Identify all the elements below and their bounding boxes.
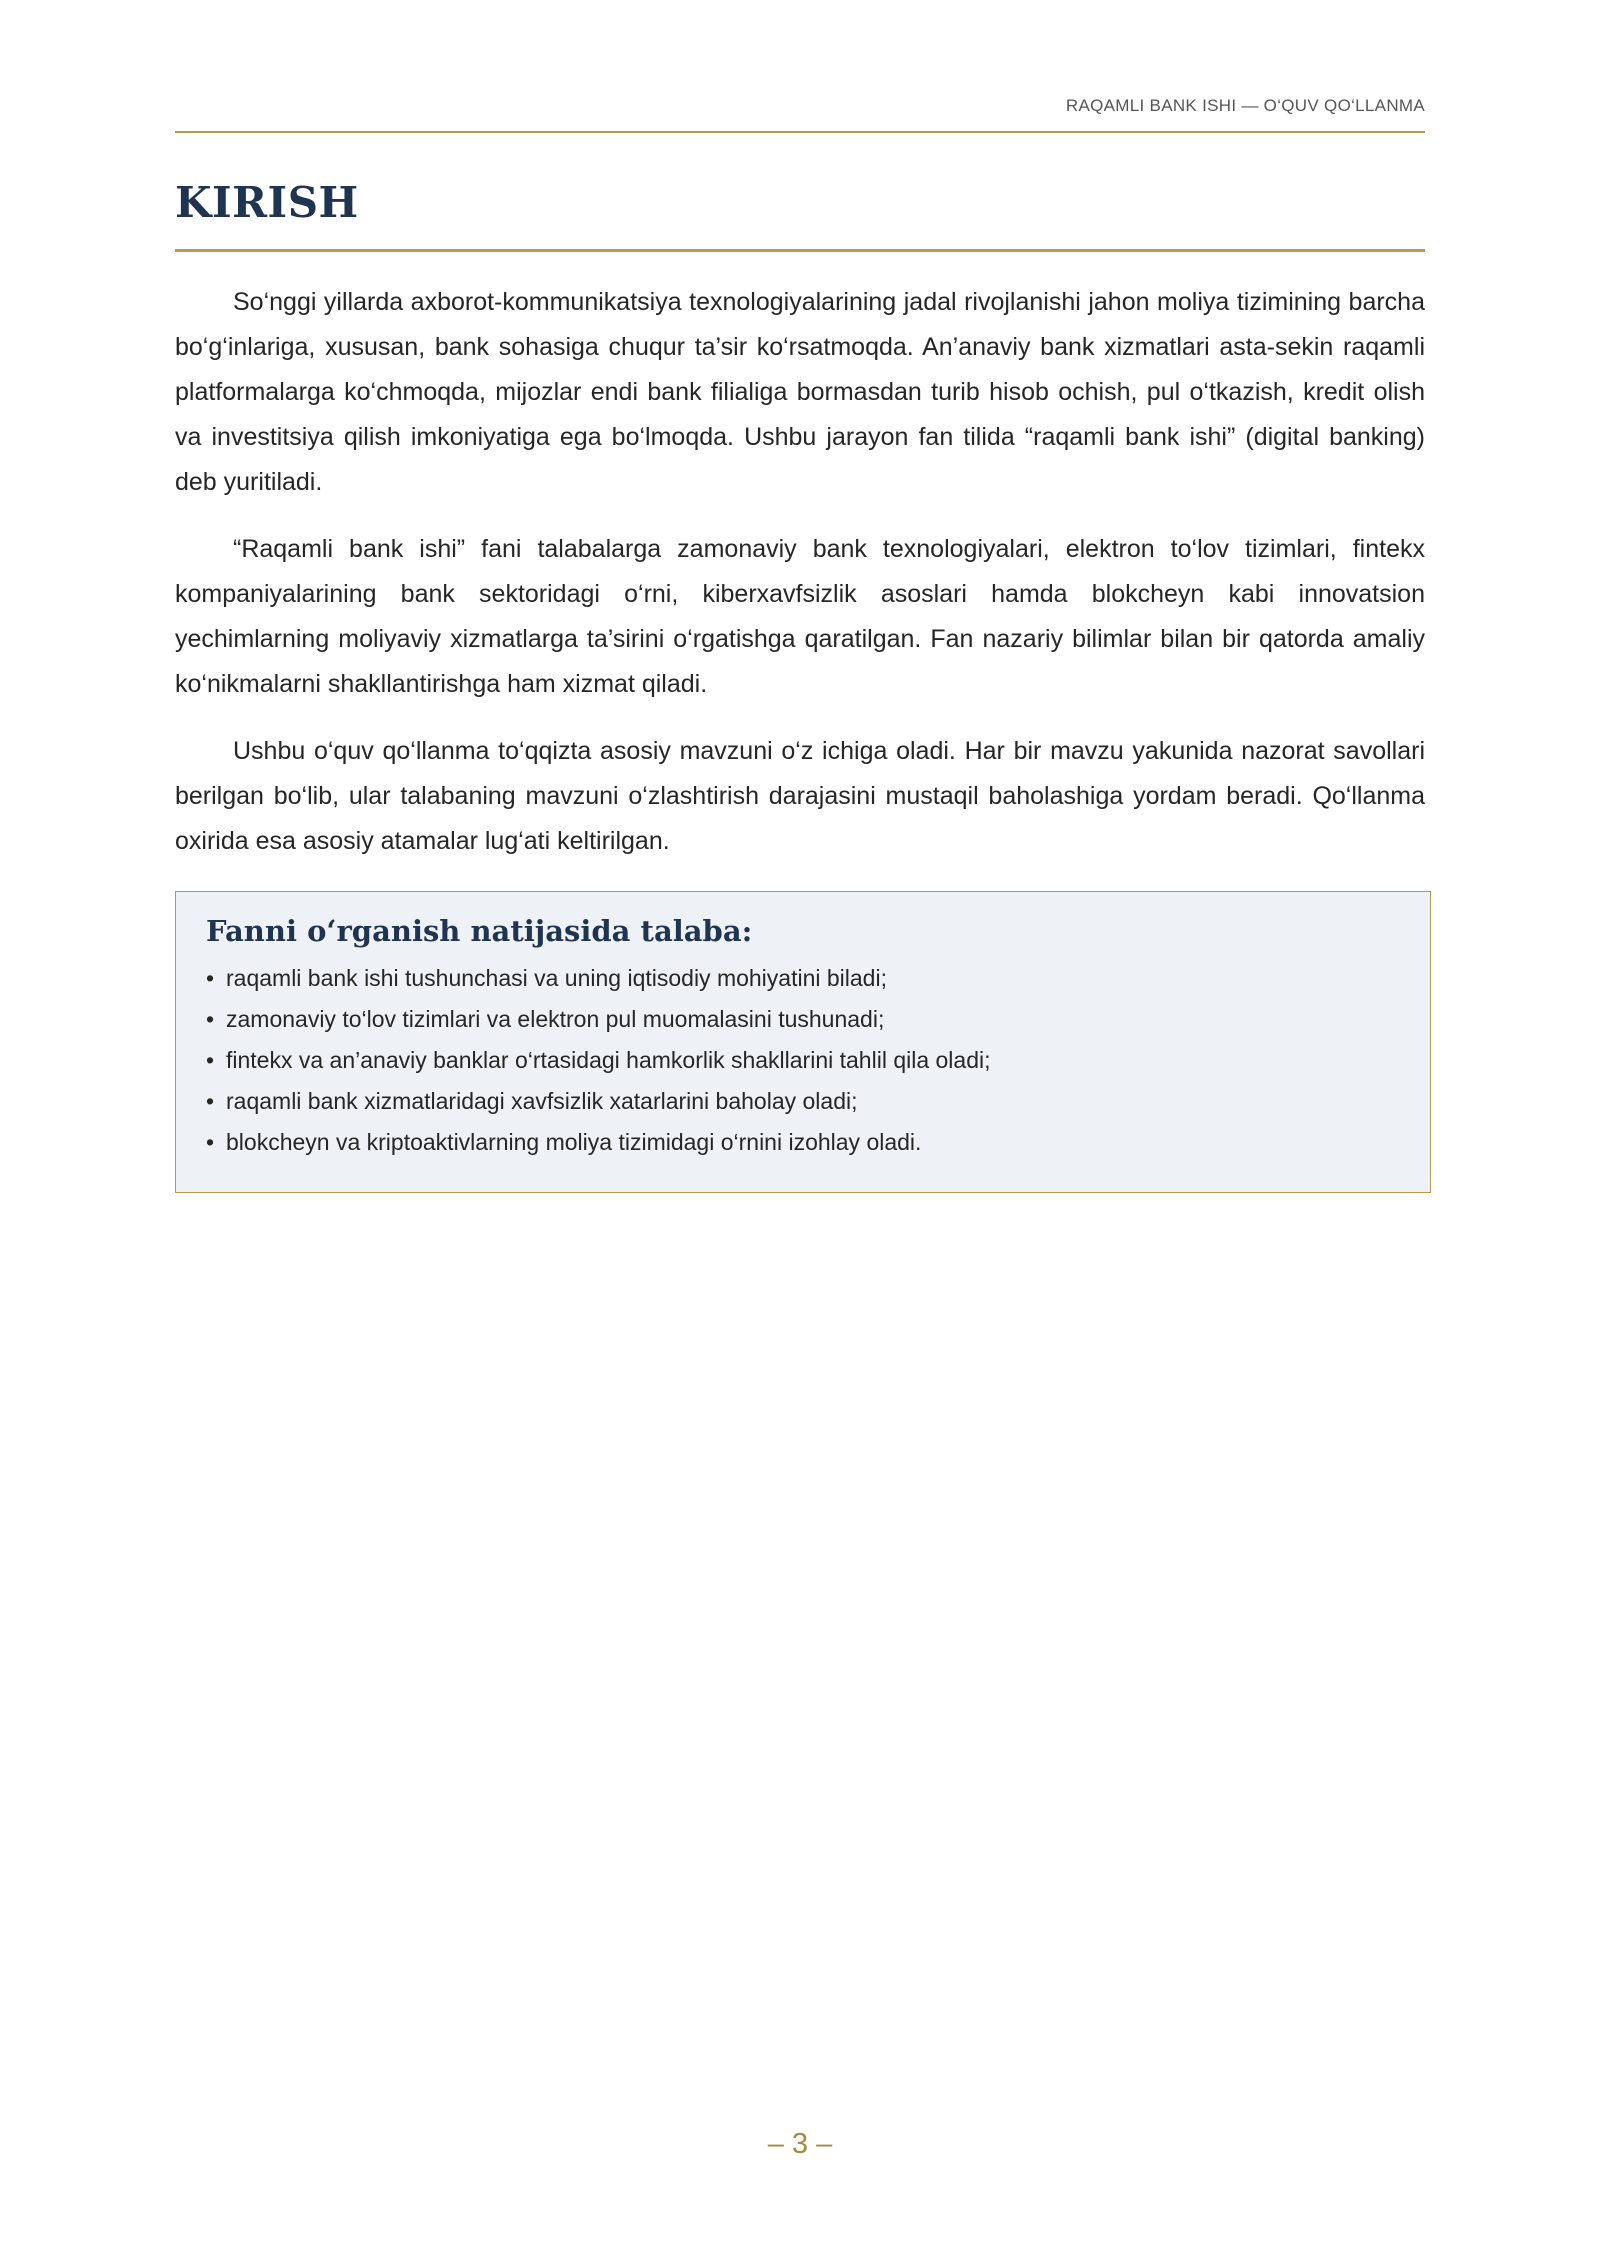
- learning-outcomes-list: [206, 958, 1400, 1163]
- learning-outcomes-box: [175, 891, 1431, 1193]
- header-divider: [175, 131, 1425, 133]
- learning-outcomes-title: Fanni o‘rganish natijasida talaba:: [206, 914, 753, 948]
- paragraph-2: “Raqamli bank ishi” fani talabalarga zamonaviy bank texnologiyalari, elektron to‘lov tizimlari, fintekx kompaniyalarining bank sektoridagi o‘rni, kiberxavfsizlik asoslari hamda blokcheyn kabi innovatsion yechimlarning moliyaviy xizmatlarga ta’sirini o‘rgatishga qaratilgan. Fan nazariy bilimlar bilan bir qatorda amaliy ko‘nikmalarni shakllantirishga ham xizmat qiladi.: [175, 535, 1425, 698]
- body-text: [175, 280, 1425, 886]
- list-item: [206, 958, 1400, 999]
- paragraph-3: Ushbu o‘quv qo‘llanma to‘qqizta asosiy mavzuni o‘z ichiga oladi. Har bir mavzu yakunida nazorat savollari berilgan bo‘lib, ular talabaning mavzuni o‘zlashtirish darajasini mustaqil baholashiga yordam beradi. Qo‘llanma oxirida esa asosiy atamalar lug‘ati keltirilgan.: [175, 737, 1425, 855]
- bullet-icon: •: [206, 1047, 215, 1073]
- list-item-text: fintekx va an’anaviy banklar o‘rtasidagi hamkorlik shakllarini tahlil qila oladi;: [226, 1047, 991, 1073]
- running-header: RAQAMLI BANK ISHI — O‘QUV QO‘LLANMA: [1065, 96, 1425, 115]
- list-item-text: zamonaviy to‘lov tizimlari va elektron pul muomalasini tushunadi;: [226, 1006, 885, 1032]
- list-item-text: raqamli bank xizmatlaridagi xavfsizlik xatarlarini baholay oladi;: [226, 1088, 858, 1114]
- document-page: [175, 0, 1425, 2262]
- list-item: [206, 1122, 1400, 1163]
- list-item: [206, 1081, 1400, 1122]
- list-item: [206, 1040, 1400, 1081]
- list-item-text: blokcheyn va kriptoaktivlarning moliya tizimidagi o‘rnini izohlay oladi.: [226, 1129, 922, 1155]
- title-divider: [175, 249, 1425, 252]
- chapter-title: KIRISH: [175, 178, 359, 227]
- paragraph-1: So‘nggi yillarda axborot-kommunikatsiya texnologiyalarining jadal rivojlanishi jahon moliya tizimining barcha bo‘g‘inlariga, xususan, bank sohasiga chuqur ta’sir ko‘rsatmoqda. An’anaviy bank xizmatlari asta-sekin raqamli platformalarga ko‘chmoqda, mijozlar endi bank filialiga bormasdan turib hisob ochish, pul o‘tkazish, kredit olish va investitsiya qilish imkoniyatiga ega bo‘lmoqda. Ushbu jarayon fan tilida “raqamli bank ishi” (digital banking) deb yuritiladi.: [175, 288, 1425, 496]
- bullet-icon: •: [206, 1129, 215, 1155]
- page-number: – 3 –: [767, 2128, 833, 2160]
- list-item-text: raqamli bank ishi tushunchasi va uning iqtisodiy mohiyatini biladi;: [226, 965, 887, 991]
- bullet-icon: •: [206, 965, 215, 991]
- bullet-icon: •: [206, 1088, 215, 1114]
- list-item: [206, 999, 1400, 1040]
- bullet-icon: •: [206, 1006, 215, 1032]
